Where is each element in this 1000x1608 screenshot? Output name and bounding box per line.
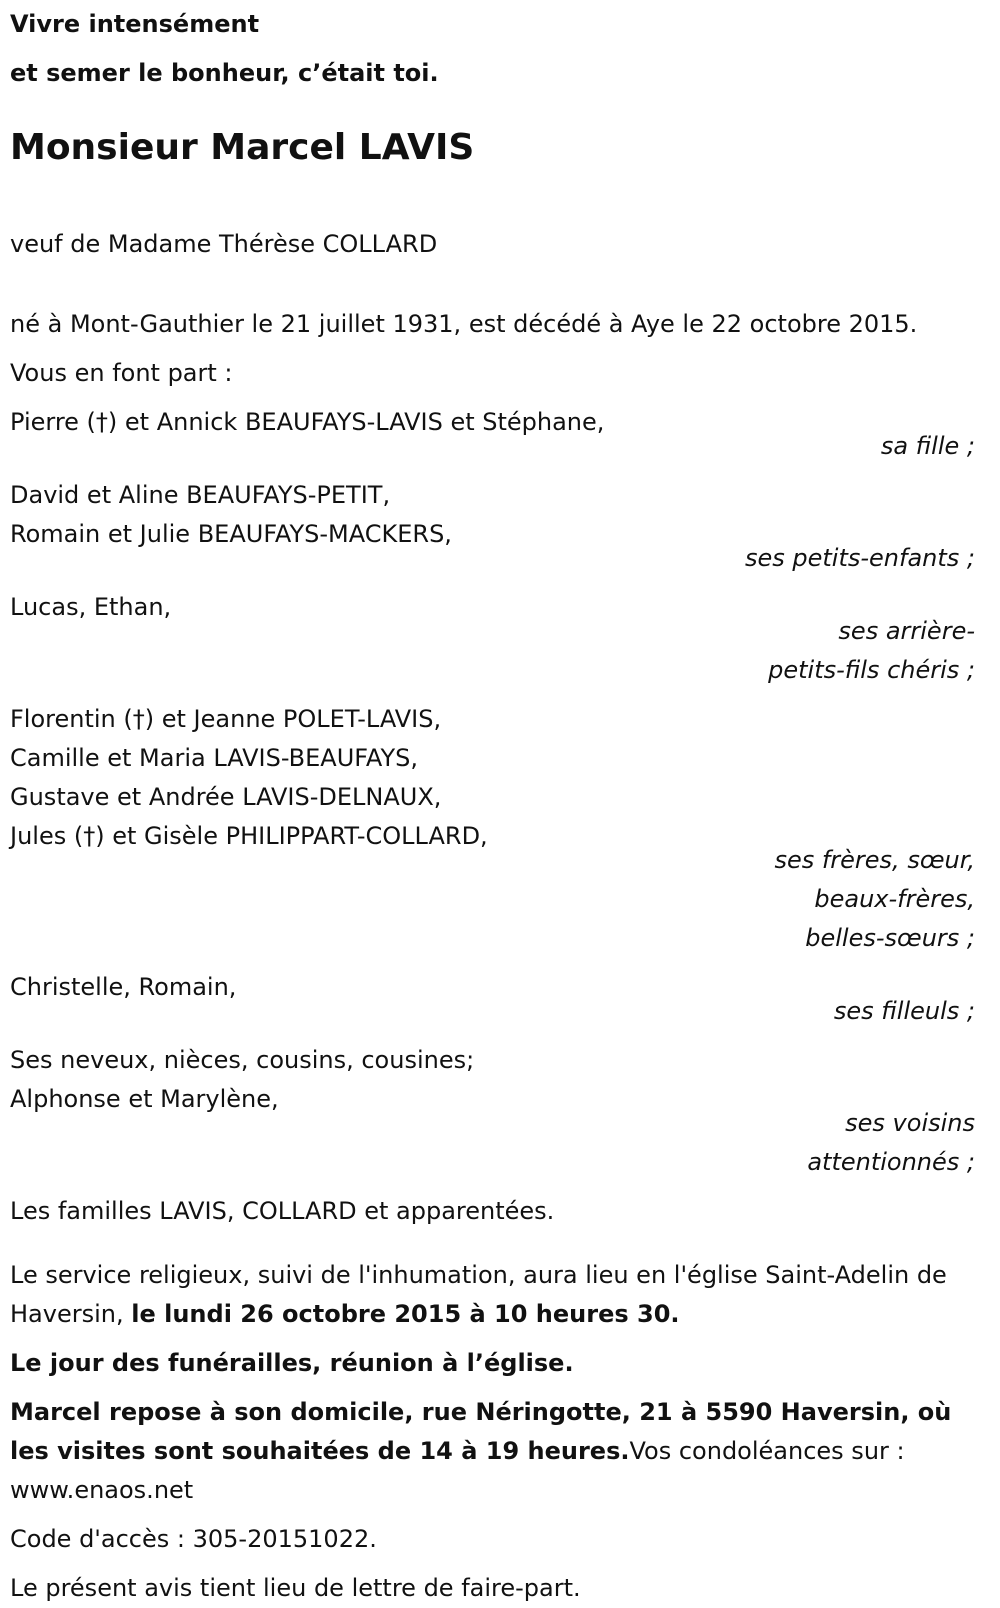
family-relation: sa fille ; bbox=[880, 432, 975, 460]
family-group bbox=[10, 588, 975, 690]
family-group bbox=[10, 1041, 975, 1182]
birth-death: né à Mont-Gauthier le 21 juillet 1931, est décédé à Aye le 22 octobre 2015. bbox=[10, 310, 918, 338]
access-code: Code d'accès : 305-20151022. bbox=[10, 1525, 377, 1553]
visit-bold: Marcel repose à son domicile, rue Néringotte, 21 à 5590 Haversin, où les visites sont souhaitées de 14 à 19 heures. bbox=[10, 1398, 952, 1465]
visit-condolences: Vos condoléances sur : www.enaos.net bbox=[10, 1437, 905, 1504]
family-line: Gustave et Andrée LAVIS-DELNAUX, bbox=[10, 783, 442, 811]
family-line: Ses neveux, nièces, cousins, cousines; bbox=[10, 1046, 475, 1074]
family-group bbox=[10, 403, 975, 466]
family-relation: ses voisins bbox=[845, 1109, 975, 1137]
obituary-notice bbox=[10, 0, 975, 1608]
family-line: David et Aline BEAUFAYS-PETIT, bbox=[10, 481, 391, 509]
family-relation: ses petits-enfants ; bbox=[744, 544, 975, 572]
announce-line: Vous en font part : bbox=[10, 359, 233, 387]
family-line: Camille et Maria LAVIS-BEAUFAYS, bbox=[10, 744, 418, 772]
service-text: Le service religieux, suivi de l'inhumation, aura lieu en l'église Saint-Adelin de Haversin, bbox=[10, 1261, 947, 1328]
family-relation: belles-sœurs ; bbox=[805, 924, 975, 952]
family-relation: petits-fils chéris ; bbox=[768, 656, 975, 684]
family-relation: beaux-frères, bbox=[814, 885, 975, 913]
family-relation: ses filleuls ; bbox=[833, 997, 975, 1025]
families-line: Les familles LAVIS, COLLARD et apparentées. bbox=[10, 1197, 555, 1225]
family-line: Jules (†) et Gisèle PHILIPPART-COLLARD, bbox=[10, 822, 488, 850]
visit-info bbox=[10, 1393, 975, 1510]
family-line: Florentin (†) et Jeanne POLET-LAVIS, bbox=[10, 705, 442, 733]
widow-of: veuf de Madame Thérèse COLLARD bbox=[10, 230, 438, 258]
meeting-info: Le jour des funérailles, réunion à l’église. bbox=[10, 1349, 574, 1377]
family-line: Romain et Julie BEAUFAYS-MACKERS, bbox=[10, 520, 452, 548]
service-info bbox=[10, 1256, 975, 1334]
deceased-name: Monsieur Marcel LAVIS bbox=[10, 127, 475, 168]
family-group bbox=[10, 968, 975, 1031]
family-relation: ses frères, sœur, bbox=[774, 846, 975, 874]
closing-line: Le présent avis tient lieu de lettre de faire-part. bbox=[10, 1574, 581, 1602]
family-line: Alphonse et Marylène, bbox=[10, 1085, 279, 1113]
family-list bbox=[10, 403, 975, 1182]
family-line: Lucas, Ethan, bbox=[10, 593, 172, 621]
family-group bbox=[10, 476, 975, 578]
epigraph bbox=[10, 0, 975, 98]
family-relation: attentionnés ; bbox=[807, 1148, 975, 1176]
family-line: Pierre (†) et Annick BEAUFAYS-LAVIS et Stéphane, bbox=[10, 408, 605, 436]
family-line: Christelle, Romain, bbox=[10, 973, 237, 1001]
family-group bbox=[10, 700, 975, 958]
epigraph-line-1: Vivre intensément bbox=[10, 10, 260, 38]
epigraph-line-2: et semer le bonheur, c’était toi. bbox=[10, 59, 439, 87]
family-relation: ses arrière- bbox=[838, 617, 975, 645]
service-date: le lundi 26 octobre 2015 à 10 heures 30. bbox=[131, 1300, 680, 1328]
